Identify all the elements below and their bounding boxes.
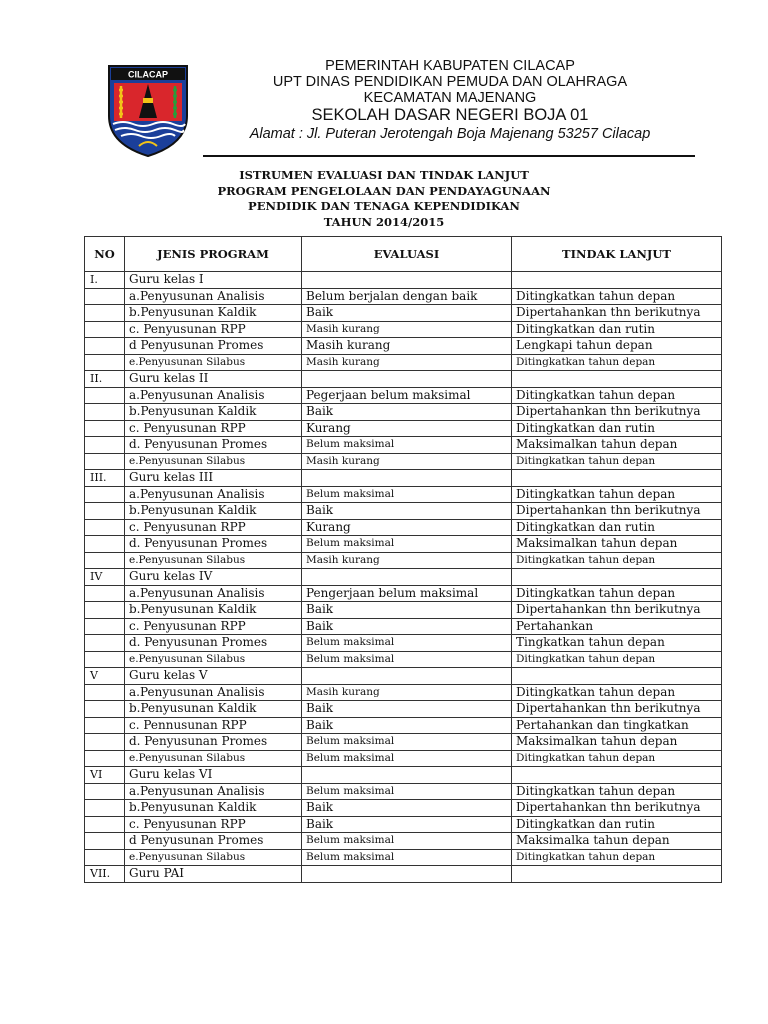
evaluation-cell	[302, 767, 512, 784]
table-row	[85, 717, 722, 734]
program-cell: d. Penyusunan Promes	[125, 536, 302, 553]
table-row	[85, 519, 722, 536]
follow-up-cell	[512, 866, 722, 883]
evaluation-cell: Baik	[302, 404, 512, 421]
follow-up-cell: Ditingkatkan tahun depan	[512, 783, 722, 800]
evaluation-cell: Belum maksimal	[302, 486, 512, 503]
group-name: Guru kelas IV	[125, 569, 302, 586]
group-row	[85, 767, 722, 784]
evaluation-cell	[302, 668, 512, 685]
letterhead-divider	[203, 155, 695, 157]
letterhead-line2: UPT DINAS PENDIDIKAN PEMUDA DAN OLAHRAGA	[272, 74, 628, 90]
table-row	[85, 651, 722, 668]
row-number	[85, 420, 125, 437]
row-number	[85, 404, 125, 421]
table-row	[85, 701, 722, 718]
table-row	[85, 420, 722, 437]
row-number: VI	[85, 767, 125, 784]
table-row	[85, 354, 722, 371]
program-cell: c. Penyusunan RPP	[125, 519, 302, 536]
header-no: NO	[85, 237, 125, 272]
follow-up-cell: Ditingkatkan tahun depan	[512, 288, 722, 305]
evaluation-cell	[302, 866, 512, 883]
row-number	[85, 734, 125, 751]
follow-up-cell	[512, 470, 722, 487]
row-number	[85, 618, 125, 635]
group-row	[85, 569, 722, 586]
evaluation-cell: Belum maksimal	[302, 536, 512, 553]
program-cell: b.Penyusunan Kaldik	[125, 503, 302, 520]
evaluation-cell: Pengerjaan belum maksimal	[302, 585, 512, 602]
evaluation-cell: Kurang	[302, 420, 512, 437]
title-line3: PENDIDIK DAN TENAGA KEPENDIDIKAN	[248, 199, 520, 213]
program-cell: b.Penyusunan Kaldik	[125, 800, 302, 817]
title-line4: TAHUN 2014/2015	[323, 214, 445, 229]
evaluation-cell: Baik	[302, 602, 512, 619]
table-row	[85, 750, 722, 767]
table-row	[85, 783, 722, 800]
evaluation-cell: Baik	[302, 701, 512, 718]
follow-up-cell: Pertahankan	[512, 618, 722, 635]
follow-up-cell: Maksimalkan tahun depan	[512, 734, 722, 751]
program-cell: b.Penyusunan Kaldik	[125, 305, 302, 322]
evaluation-cell: Belum maksimal	[302, 437, 512, 454]
table-row	[85, 437, 722, 454]
program-cell: d. Penyusunan Promes	[125, 437, 302, 454]
follow-up-cell: Lengkapi tahun depan	[512, 338, 722, 355]
follow-up-cell: Dipertahankan thn berikutnya	[512, 404, 722, 421]
evaluation-cell: Masih kurang	[302, 354, 512, 371]
row-number: I.	[85, 272, 125, 289]
table-body	[85, 272, 722, 883]
follow-up-cell: Maksimalkan tahun depan	[512, 536, 722, 553]
row-number	[85, 519, 125, 536]
table-row	[85, 486, 722, 503]
row-number	[85, 536, 125, 553]
evaluation-cell: Belum berjalan dengan baik	[302, 288, 512, 305]
follow-up-cell: Ditingkatkan dan rutin	[512, 519, 722, 536]
evaluation-cell: Masih kurang	[302, 321, 512, 338]
table-row	[85, 321, 722, 338]
row-number	[85, 635, 125, 652]
follow-up-cell: Ditingkatkan tahun depan	[512, 684, 722, 701]
evaluation-table	[84, 236, 722, 883]
row-number	[85, 503, 125, 520]
row-number	[85, 437, 125, 454]
evaluation-cell: Baik	[302, 717, 512, 734]
program-cell: b.Penyusunan Kaldik	[125, 404, 302, 421]
follow-up-cell: Ditingkatkan tahun depan	[512, 486, 722, 503]
group-name: Guru kelas I	[125, 272, 302, 289]
program-cell: a.Penyusunan Analisis	[125, 783, 302, 800]
title-line1: ISTRUMEN EVALUASI DAN TINDAK LANJUT	[239, 168, 529, 182]
evaluation-cell	[302, 371, 512, 388]
table-row	[85, 305, 722, 322]
evaluation-cell: Belum maksimal	[302, 833, 512, 850]
row-number	[85, 717, 125, 734]
program-cell: e.Penyusunan Silabus	[125, 849, 302, 866]
group-name: Guru kelas II	[125, 371, 302, 388]
follow-up-cell: Ditingkatkan tahun depan	[512, 354, 722, 371]
program-cell: d. Penyusunan Promes	[125, 635, 302, 652]
follow-up-cell	[512, 767, 722, 784]
follow-up-cell: Ditingkatkan dan rutin	[512, 420, 722, 437]
group-row	[85, 371, 722, 388]
row-number	[85, 684, 125, 701]
table-row	[85, 536, 722, 553]
group-row	[85, 866, 722, 883]
school-name: SEKOLAH DASAR NEGERI BOJA 01	[311, 106, 589, 124]
program-cell: b.Penyusunan Kaldik	[125, 602, 302, 619]
table-row	[85, 338, 722, 355]
evaluation-cell: Pegerjaan belum maksimal	[302, 387, 512, 404]
table-row	[85, 833, 722, 850]
follow-up-cell: Dipertahankan thn berikutnya	[512, 800, 722, 817]
follow-up-cell: Ditingkatkan dan rutin	[512, 816, 722, 833]
program-cell: c. Penyusunan RPP	[125, 420, 302, 437]
program-cell: c. Penyusunan RPP	[125, 816, 302, 833]
header-program: JENIS PROGRAM	[125, 237, 302, 272]
group-name: Guru kelas V	[125, 668, 302, 685]
follow-up-cell: Pertahankan dan tingkatkan	[512, 717, 722, 734]
header-evaluation: EVALUASI	[302, 237, 512, 272]
row-number: VII.	[85, 866, 125, 883]
evaluation-cell	[302, 569, 512, 586]
group-row	[85, 470, 722, 487]
group-name: Guru kelas III	[125, 470, 302, 487]
row-number	[85, 288, 125, 305]
follow-up-cell: Ditingkatkan tahun depan	[512, 552, 722, 569]
row-number: III.	[85, 470, 125, 487]
program-cell: a.Penyusunan Analisis	[125, 684, 302, 701]
evaluation-cell: Baik	[302, 800, 512, 817]
group-row	[85, 272, 722, 289]
follow-up-cell: Dipertahankan thn berikutnya	[512, 602, 722, 619]
table-row	[85, 816, 722, 833]
group-name: Guru PAI	[125, 866, 302, 883]
row-number	[85, 453, 125, 470]
follow-up-cell: Ditingkatkan dan rutin	[512, 321, 722, 338]
evaluation-cell: Baik	[302, 503, 512, 520]
evaluation-cell: Belum maksimal	[302, 849, 512, 866]
table-row	[85, 635, 722, 652]
row-number	[85, 800, 125, 817]
program-cell: d Penyusunan Promes	[125, 338, 302, 355]
row-number	[85, 552, 125, 569]
table-row	[85, 288, 722, 305]
follow-up-cell	[512, 371, 722, 388]
follow-up-cell: Ditingkatkan tahun depan	[512, 585, 722, 602]
row-number	[85, 338, 125, 355]
evaluation-cell: Kurang	[302, 519, 512, 536]
evaluation-cell	[302, 272, 512, 289]
evaluation-cell: Belum maksimal	[302, 783, 512, 800]
evaluation-cell: Baik	[302, 305, 512, 322]
follow-up-cell: Ditingkatkan tahun depan	[512, 387, 722, 404]
program-cell: c. Penyusunan RPP	[125, 321, 302, 338]
program-cell: e.Penyusunan Silabus	[125, 552, 302, 569]
follow-up-cell: Ditingkatkan tahun depan	[512, 651, 722, 668]
row-number	[85, 833, 125, 850]
letterhead	[200, 58, 700, 143]
follow-up-cell: Maksimalka tahun depan	[512, 833, 722, 850]
row-number	[85, 783, 125, 800]
follow-up-cell: Dipertahankan thn berikutnya	[512, 701, 722, 718]
program-cell: d. Penyusunan Promes	[125, 734, 302, 751]
letterhead-line3: KECAMATAN MAJENANG	[363, 90, 537, 106]
table-row	[85, 552, 722, 569]
row-number	[85, 486, 125, 503]
program-cell: c. Pennusunan RPP	[125, 717, 302, 734]
table-row	[85, 503, 722, 520]
table-row	[85, 800, 722, 817]
svg-text:CILACAP: CILACAP	[128, 69, 168, 80]
follow-up-cell: Tingkatkan tahun depan	[512, 635, 722, 652]
program-cell: e.Penyusunan Silabus	[125, 453, 302, 470]
evaluation-cell: Masih kurang	[302, 338, 512, 355]
evaluation-cell: Masih kurang	[302, 552, 512, 569]
evaluation-cell: Baik	[302, 816, 512, 833]
evaluation-cell: Masih kurang	[302, 453, 512, 470]
table-row	[85, 618, 722, 635]
group-name: Guru kelas VI	[125, 767, 302, 784]
follow-up-cell: Maksimalkan tahun depan	[512, 437, 722, 454]
title-line2: PROGRAM PENGELOLAAN DAN PENDAYAGUNAAN	[217, 183, 551, 198]
evaluation-cell: Belum maksimal	[302, 635, 512, 652]
table-row	[85, 585, 722, 602]
program-cell: e.Penyusunan Silabus	[125, 750, 302, 767]
program-cell: a.Penyusunan Analisis	[125, 486, 302, 503]
evaluation-cell: Belum maksimal	[302, 651, 512, 668]
table-header-row	[85, 237, 722, 272]
table-row	[85, 453, 722, 470]
follow-up-cell	[512, 272, 722, 289]
evaluation-cell: Belum maksimal	[302, 750, 512, 767]
row-number: IV	[85, 569, 125, 586]
program-cell: a.Penyusunan Analisis	[125, 387, 302, 404]
follow-up-cell	[512, 569, 722, 586]
table-row	[85, 734, 722, 751]
row-number	[85, 585, 125, 602]
program-cell: c. Penyusunan RPP	[125, 618, 302, 635]
program-cell: e.Penyusunan Silabus	[125, 651, 302, 668]
evaluation-cell: Masih kurang	[302, 684, 512, 701]
program-cell: a.Penyusunan Analisis	[125, 288, 302, 305]
evaluation-cell: Belum maksimal	[302, 734, 512, 751]
follow-up-cell: Ditingkatkan tahun depan	[512, 453, 722, 470]
document-title	[0, 168, 768, 230]
row-number	[85, 305, 125, 322]
follow-up-cell: Ditingkatkan tahun depan	[512, 849, 722, 866]
row-number	[85, 849, 125, 866]
header-follow-up: TINDAK LANJUT	[512, 237, 722, 272]
follow-up-cell: Ditingkatkan tahun depan	[512, 750, 722, 767]
follow-up-cell: Dipertahankan thn berikutnya	[512, 503, 722, 520]
program-cell: a.Penyusunan Analisis	[125, 585, 302, 602]
program-cell: d Penyusunan Promes	[125, 833, 302, 850]
row-number	[85, 602, 125, 619]
evaluation-cell	[302, 470, 512, 487]
row-number: V	[85, 668, 125, 685]
row-number	[85, 750, 125, 767]
table-row	[85, 404, 722, 421]
row-number	[85, 816, 125, 833]
row-number	[85, 387, 125, 404]
group-row	[85, 668, 722, 685]
table-row	[85, 387, 722, 404]
table-row	[85, 684, 722, 701]
program-cell: e.Penyusunan Silabus	[125, 354, 302, 371]
row-number	[85, 701, 125, 718]
evaluation-cell: Baik	[302, 618, 512, 635]
school-address: Alamat : Jl. Puteran Jerotengah Boja Majenang 53257 Cilacap	[249, 126, 651, 142]
row-number	[85, 354, 125, 371]
follow-up-cell	[512, 668, 722, 685]
program-cell: b.Penyusunan Kaldik	[125, 701, 302, 718]
cilacap-crest-logo	[107, 64, 189, 158]
follow-up-cell: Dipertahankan thn berikutnya	[512, 305, 722, 322]
letterhead-line1: PEMERINTAH KABUPATEN CILACAP	[325, 58, 575, 74]
row-number: II.	[85, 371, 125, 388]
table-row	[85, 602, 722, 619]
table-row	[85, 849, 722, 866]
row-number	[85, 651, 125, 668]
row-number	[85, 321, 125, 338]
